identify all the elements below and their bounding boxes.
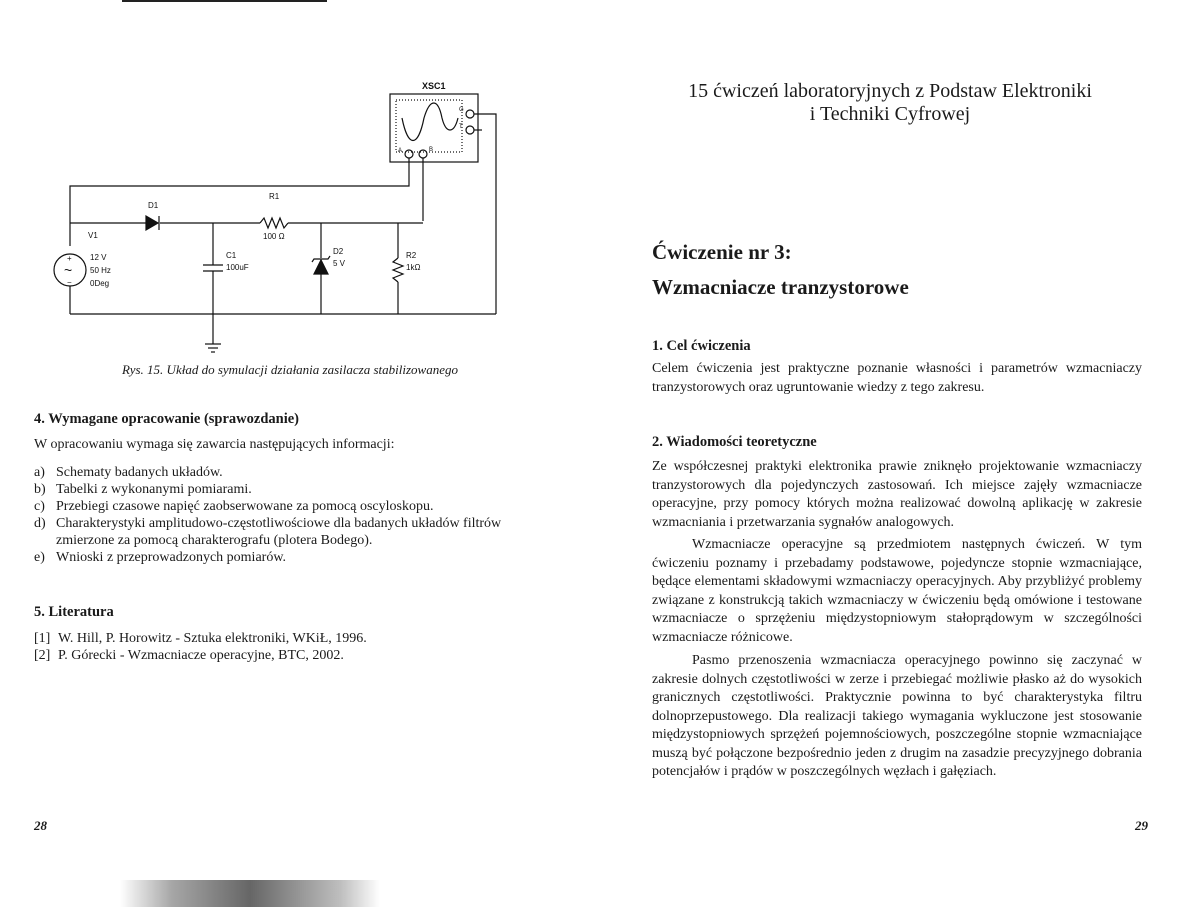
zener-d2-label: D2 bbox=[333, 247, 344, 256]
section-5-heading: 5. Literatura bbox=[34, 604, 114, 620]
list-item: c) Przebiegi czasowe napięć zaobserwowane za pomocą oscyloskopu. bbox=[34, 499, 434, 514]
section-2-paragraph-1: Ze współczesnej praktyki elektronika prawie zniknęło projektowanie wzmacniaczy tranzystorowych dla pojedynczych zastosowań. Ich miejsce zajęły wzmacniacze operacyjne, przy pomocy których można realizować dowolną aplikację w zakresie wzmacniania i przetwarzania sygnałów analogowych. bbox=[652, 459, 1142, 530]
resistor-r1-value: 100 Ω bbox=[263, 232, 285, 241]
page-number-left: 28 bbox=[34, 818, 47, 833]
reference-item: [1] W. Hill, P. Horowitz - Sztuka elektroniki, WKiŁ, 1996. bbox=[34, 631, 367, 646]
section-4-intro: W opracowaniu wymaga się zawarcia następujących informacji: bbox=[34, 437, 395, 452]
capacitor-c1-value: 100uF bbox=[226, 263, 249, 272]
source-v1-voltage: 12 V bbox=[90, 253, 107, 262]
list-item: d) Charakterystyki amplitudowo-częstotliwościowe dla badanych układów filtrów zmierzone za pomocą charakterografu (plotera Bodego). bbox=[34, 516, 502, 548]
top-rule bbox=[122, 0, 327, 2]
osc-terminal-a bbox=[405, 150, 413, 158]
resistor-r2-label: R2 bbox=[406, 251, 417, 260]
wire-osc-a bbox=[70, 158, 409, 223]
list-item: a) Schematy badanych układów. bbox=[34, 465, 223, 480]
diode-d1 bbox=[146, 216, 158, 230]
figure-caption: Rys. 15. Układ do symulacji działania zasilacza stabilizowanego bbox=[122, 362, 458, 377]
book-title-line-1: 15 ćwiczeń laboratoryjnych z Podstaw Elektroniki bbox=[688, 80, 1092, 102]
oscilloscope-label: XSC1 bbox=[422, 81, 446, 91]
circuit-diagram bbox=[50, 78, 510, 358]
zener-d2 bbox=[314, 260, 328, 274]
capacitor-c1-label: C1 bbox=[226, 251, 237, 260]
source-v1-symbol: ~ bbox=[64, 262, 73, 278]
section-2-paragraph-2: Wzmacniacze operacyjne są przedmiotem następnych ćwiczeń. W tym ćwiczeniu poznamy i przebadamy podstawowe, pojedyncze stopnie wzmacniające, będące elementami składowymi wzmacniaczy operacyjnych. Aby przybliżyć problemy związane z konstrukcją takich wzmacniaczy w ćwiczeniu będą omówione i testowane wzmacniacze o sprzężeniu międzystopniowym stałoprądowym w szczególności wzmacniacze różnicowe. bbox=[652, 537, 1142, 645]
section-4-heading: 4. Wymagane opracowanie (sprawozdanie) bbox=[34, 411, 300, 427]
zener-d2-value: 5 V bbox=[333, 259, 346, 268]
book-title bbox=[640, 80, 1140, 126]
source-v1-label: V1 bbox=[88, 231, 98, 240]
resistor-r2 bbox=[393, 258, 403, 282]
scan-shadow bbox=[120, 880, 380, 907]
oscilloscope-box bbox=[390, 94, 478, 162]
osc-terminal-b bbox=[419, 150, 427, 158]
osc-port-g: G bbox=[459, 107, 464, 113]
resistor-r1-label: R1 bbox=[269, 192, 280, 201]
source-v1-frequency: 50 Hz bbox=[90, 266, 111, 275]
diode-d1-label: D1 bbox=[148, 201, 159, 210]
list-item: b) Tabelki z wykonanymi pomiarami. bbox=[34, 482, 252, 497]
osc-terminal-g bbox=[466, 110, 474, 118]
oscilloscope-trace bbox=[402, 103, 458, 141]
osc-terminal-t bbox=[466, 126, 474, 134]
exercise-name: Wzmacniacze tranzystorowe bbox=[652, 275, 909, 299]
wire-osc-g bbox=[474, 114, 496, 314]
source-v1-plus: + bbox=[67, 254, 72, 263]
section-4-list bbox=[34, 464, 514, 566]
osc-port-t: T bbox=[459, 124, 463, 130]
section-2-paragraph-3: Pasmo przenoszenia wzmacniacza operacyjnego powinno się zaczynać w zakresie dolnych częstotliwości w zerze i przebiegać możliwie płasko aż do wysokich granicznych częstotliwości. Praktycznie powinna to być charakterystyka filtru dolnoprzepustowego. Dla realizacji takiego wymagania wykluczone jest stosowanie międzystopniowych sprzężeń pojemnościowych, poszczególne stopnie wzmacniające muszą być połączone bezpośrednio jeden z drugim na zasadzie precyzyjnego dobrania potencjałów i prądów w poszczególnych węzłach i gałęziach. bbox=[652, 653, 1142, 779]
resistor-r2-value: 1kΩ bbox=[406, 263, 421, 272]
references-list bbox=[34, 630, 514, 664]
osc-port-b: B bbox=[429, 147, 434, 153]
exercise-number: Ćwiczenie nr 3: bbox=[652, 240, 792, 264]
osc-port-a: A bbox=[398, 148, 403, 154]
section-1-heading: 1. Cel ćwiczenia bbox=[652, 338, 751, 354]
resistor-r1 bbox=[260, 218, 288, 228]
list-item: e) Wnioski z przeprowadzonych pomiarów. bbox=[34, 550, 287, 565]
section-2-heading: 2. Wiadomości teoretyczne bbox=[652, 434, 817, 450]
source-v1-phase: 0Deg bbox=[90, 279, 110, 288]
reference-item: [2] P. Górecki - Wzmacniacze operacyjne, BTC, 2002. bbox=[34, 648, 344, 663]
oscilloscope-screen bbox=[396, 100, 462, 152]
book-title-line-2: i Techniki Cyfrowej bbox=[809, 103, 971, 125]
source-v1-minus: − bbox=[67, 278, 72, 287]
page-number-right: 29 bbox=[1135, 818, 1148, 833]
section-1-text: Celem ćwiczenia jest praktyczne poznanie własności i parametrów wzmacniaczy tranzystorowych oraz ugruntowanie wiedzy z tego zakresu. bbox=[652, 361, 1142, 395]
